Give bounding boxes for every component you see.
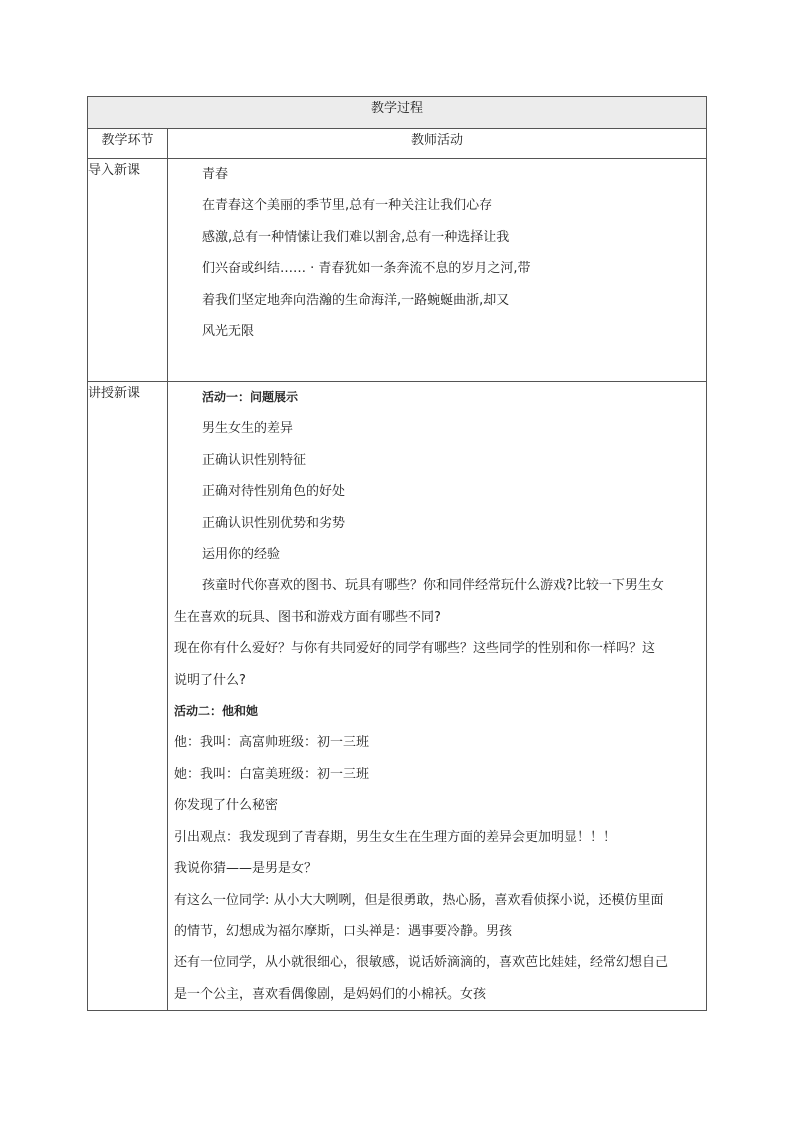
lecture-item: 男生女生的差异	[202, 421, 294, 437]
he-intro: 他：我叫：高富帅班级：初一三班	[174, 735, 370, 751]
intro-line: 感激,总有一种情愫让我们难以割舍,总有一种选择让我	[202, 229, 510, 245]
viewpoint: 引出观点：我发现到了青春期，男生女生在生理方面的差异会更加明显！！！	[174, 829, 617, 845]
question-2-line-2: 说明了什么?	[174, 672, 246, 688]
intro-line: 着我们坚定地奔向浩瀚的生命海洋,一路蜿蜒曲浙,却又	[202, 292, 510, 308]
question-1-line-1: 孩童时代你喜欢的图书、玩具有哪些？你和同伴经常玩什么游戏?比较一下男生女	[202, 578, 664, 594]
student-1-line-2: 的情节，幻想成为福尔摩斯，口头禅是：遇事要冷静。男孩	[174, 923, 513, 939]
intro-stage-label: 导入新课	[88, 159, 168, 382]
student-2-line-1: 还有一位同学，从小就很细心，很敏感，说话娇滴滴的，喜欢芭比娃娃，经常幻想自己	[174, 955, 669, 971]
intro-line: 在青春这个美丽的季节里,总有一种关注让我们心存	[202, 198, 493, 214]
question-2-line-1: 现在你有什么爱好？与你有共同爱好的同学有哪些？这些同学的性别和你一样吗？这	[174, 641, 656, 657]
she-intro: 她：我叫：白富美班级：初一三班	[174, 766, 370, 782]
activity1-title: 活动一：问题展示	[202, 390, 299, 404]
question-1-line-2: 生在喜欢的玩具、图书和游戏方面有哪些不同?	[174, 609, 441, 625]
lecture-stage-label: 讲授新课	[88, 382, 168, 1011]
header-stage: 教学环节	[88, 129, 168, 159]
lecture-item: 正确认识性别特征	[202, 452, 307, 468]
lecture-content	[168, 382, 707, 1011]
guess-prompt: 我说你猜——是男是女？	[174, 861, 318, 877]
table-header-row	[88, 129, 707, 159]
secret-question: 你发现了什么秘密	[174, 798, 279, 814]
intro-row	[88, 159, 707, 382]
header-activity: 教师活动	[168, 129, 707, 159]
lecture-item: 运用你的经验	[202, 547, 281, 563]
lecture-item: 正确认识性别优势和劣势	[202, 515, 346, 531]
activity2-title: 活动二：他和她	[174, 704, 259, 719]
table-title: 教学过程	[88, 97, 707, 129]
intro-line: 青春	[202, 167, 229, 182]
student-1-line-1: 有这么一位同学: 从小大大咧咧，但是很勇敢，热心肠，喜欢看侦探小说，还模仿里面	[174, 892, 664, 908]
table-title-row	[88, 97, 707, 129]
intro-content	[168, 159, 707, 382]
student-2-line-2: 是一个公主，喜欢看偶像剧，是妈妈们的小棉袄。女孩	[174, 986, 487, 1002]
lecture-item: 正确对待性别角色的好处	[202, 484, 346, 500]
intro-line: 风光无限	[202, 324, 255, 340]
intro-line: 们兴奋或纠结…… · 青春犹如一条奔流不息的岁月之河,带	[202, 261, 531, 277]
teaching-process-table	[87, 96, 707, 1011]
lecture-row	[88, 382, 707, 1011]
